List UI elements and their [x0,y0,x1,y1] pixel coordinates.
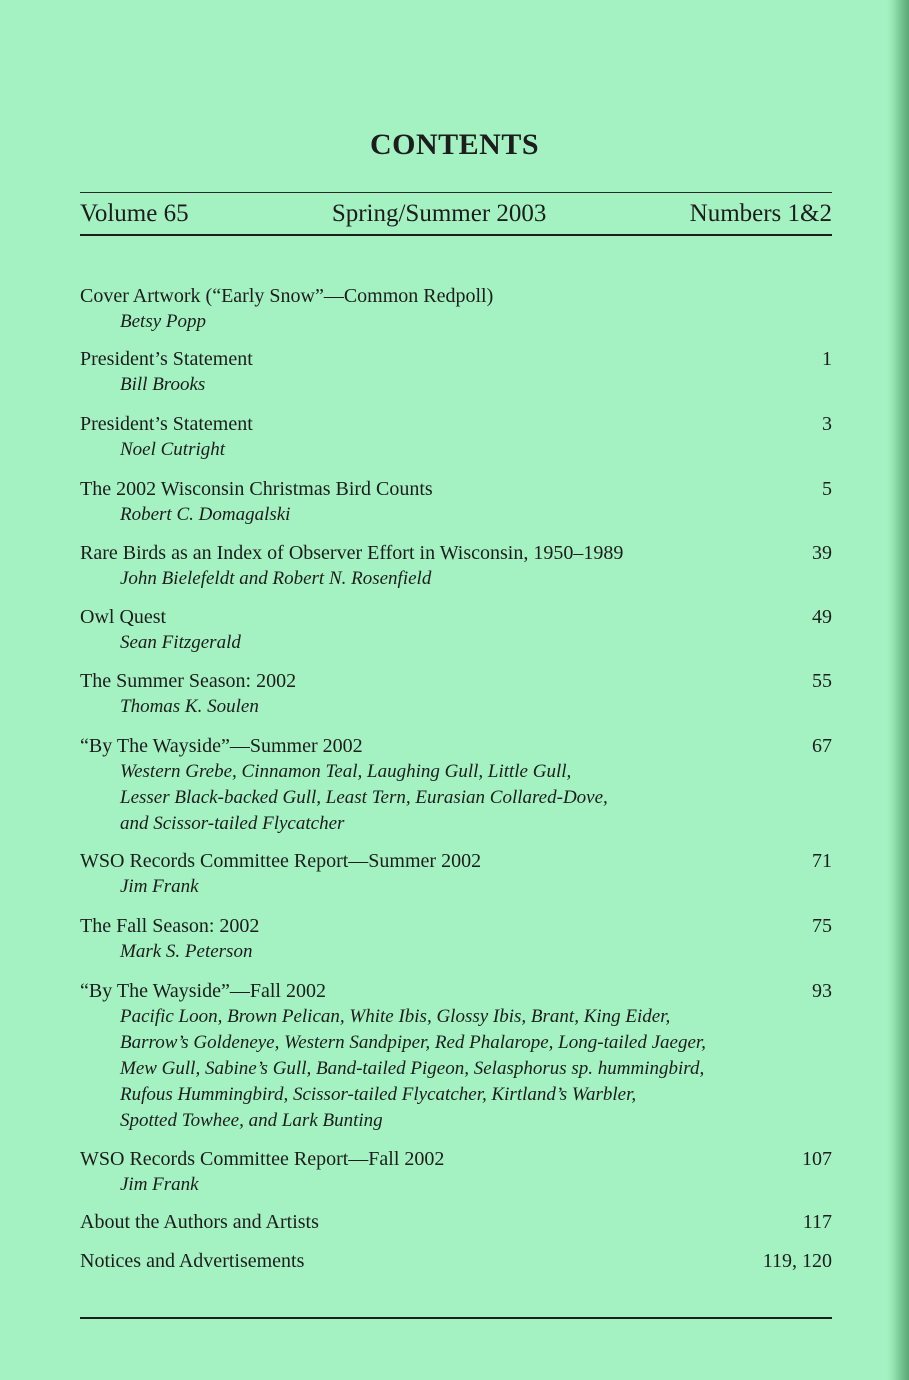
entry-page: 1 [822,348,832,370]
entry-page: 67 [812,735,832,757]
toc-entry [80,346,832,398]
toc-entry [80,1248,832,1274]
entry-page: 55 [812,670,832,692]
page-title: CONTENTS [369,128,540,161]
issue-header [80,200,832,228]
toc-entry [80,913,832,965]
bottom-rule [80,1317,832,1319]
entry-title: Owl Quest [80,606,167,628]
volume-label: Volume 65 [80,200,189,227]
entry-species-line: Pacific Loon, Brown Pelican, White Ibis, Glossy Ibis, Brant, King Eider, [120,1006,671,1027]
page-edge [887,0,909,1380]
season-label: Spring/Summer 2003 [331,200,547,227]
entry-species-line: Spotted Towhee, and Lark Bunting [120,1110,383,1131]
entry-author: Thomas K. Soulen [120,696,259,717]
toc-entry [80,540,832,592]
entry-title: The Summer Season: 2002 [80,670,297,692]
entry-title: The Fall Season: 2002 [80,915,260,937]
entry-title: Notices and Advertisements [80,1250,305,1272]
entry-title: President’s Statement [80,348,253,370]
toc-entry [80,1209,832,1235]
entry-page: 75 [812,915,832,937]
entry-page: 117 [802,1211,832,1233]
toc-entry [80,978,832,1134]
entry-species-line: Lesser Black-backed Gull, Least Tern, Eurasian Collared-Dove, [120,787,608,808]
entry-author: Bill Brooks [120,374,206,395]
entry-author: Robert C. Domagalski [120,504,291,525]
entry-page: 5 [822,478,832,500]
entry-page: 93 [812,980,832,1002]
toc-entry [80,476,832,528]
top-rule [80,192,832,193]
header-rule [80,234,832,236]
entry-page: 3 [822,413,832,435]
entry-title: WSO Records Committee Report—Fall 2002 [80,1148,445,1170]
entry-title: “By The Wayside”—Fall 2002 [80,980,326,1002]
entry-title: The 2002 Wisconsin Christmas Bird Counts [80,478,433,500]
toc-entry [80,283,832,335]
toc-entry [80,733,832,837]
entry-title: Rare Birds as an Index of Observer Effort in Wisconsin, 1950–1989 [80,542,624,564]
entry-author: Mark S. Peterson [120,941,253,962]
entry-species-line: Mew Gull, Sabine’s Gull, Band-tailed Pigeon, Selasphorus sp. hummingbird, [120,1058,705,1079]
entry-species-line: and Scissor-tailed Flycatcher [120,813,345,834]
entry-title: WSO Records Committee Report—Summer 2002 [80,850,482,872]
entry-species-line: Western Grebe, Cinnamon Teal, Laughing Gull, Little Gull, [120,761,572,782]
entry-page: 107 [802,1148,832,1170]
toc-entry [80,411,832,463]
entry-title: Cover Artwork (“Early Snow”—Common Redpoll) [80,285,494,307]
entry-author: Sean Fitzgerald [120,632,241,653]
entry-page: 71 [812,850,832,872]
toc-entry [80,668,832,720]
entry-author: Jim Frank [120,876,199,897]
entry-title: “By The Wayside”—Summer 2002 [80,735,363,757]
entry-species-line: Rufous Hummingbird, Scissor-tailed Flycatcher, Kirtland’s Warbler, [120,1084,637,1105]
entry-author: Betsy Popp [120,311,207,332]
entry-page: 119, 120 [762,1250,832,1272]
entry-species-line: Barrow’s Goldeneye, Western Sandpiper, Red Phalarope, Long-tailed Jaeger, [120,1032,706,1053]
entry-page: 39 [812,542,832,564]
entry-page: 49 [812,606,832,628]
toc-entry [80,1146,832,1198]
entry-author: Noel Cutright [120,439,226,460]
entry-title: President’s Statement [80,413,253,435]
toc-entry [80,604,832,656]
numbers-label: Numbers 1&2 [689,200,832,227]
toc-entry [80,848,832,900]
entry-author: John Bielefeldt and Robert N. Rosenfield [120,568,432,589]
entry-author: Jim Frank [120,1174,199,1195]
entry-title: About the Authors and Artists [80,1211,319,1233]
